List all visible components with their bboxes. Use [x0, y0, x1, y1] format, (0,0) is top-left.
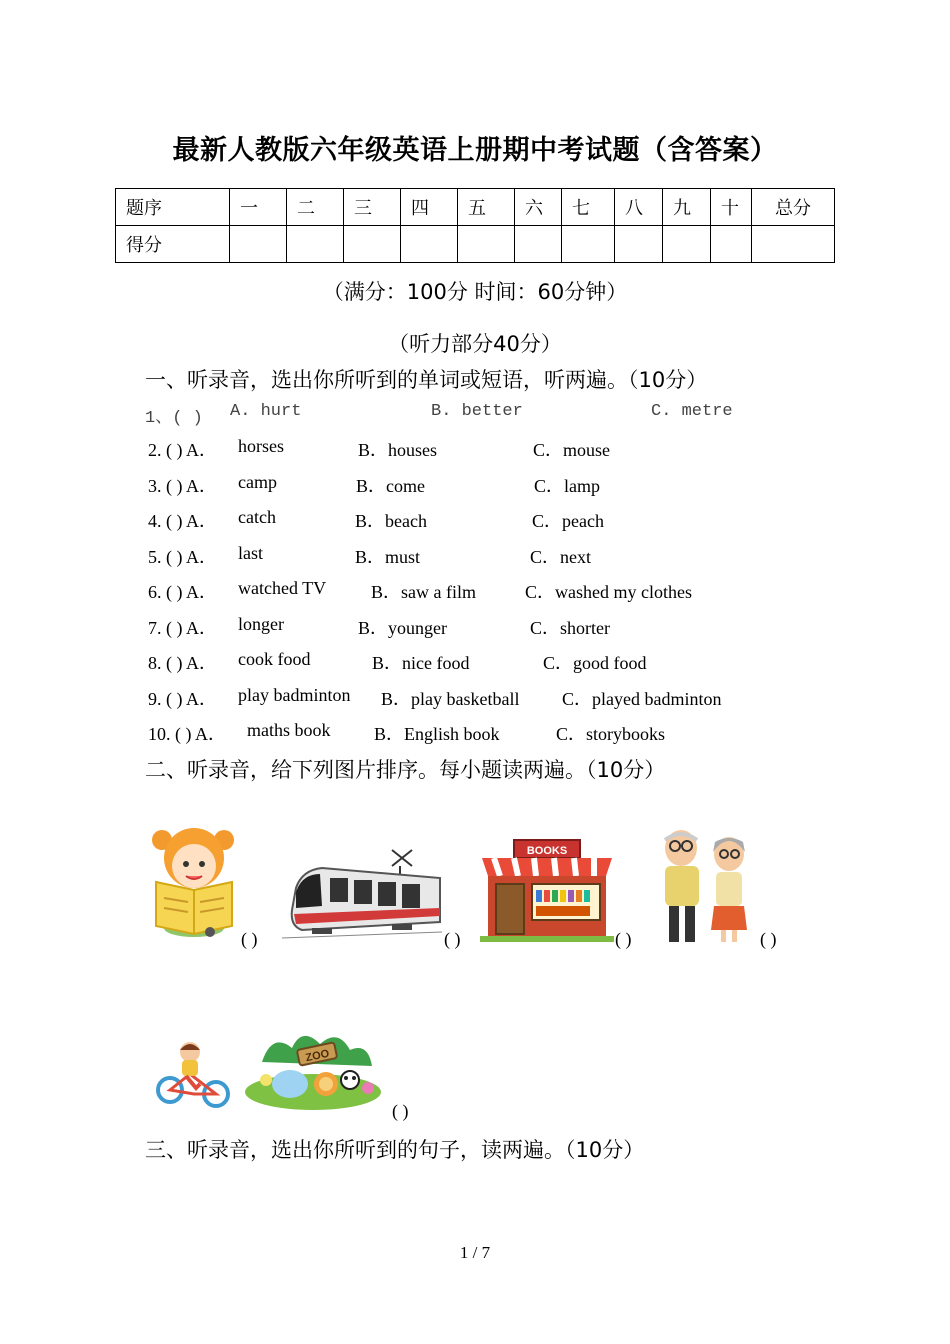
answer-blank: ( ) — [444, 929, 461, 949]
table-cell: 总分 — [752, 189, 835, 226]
table-cell-empty — [663, 226, 711, 263]
table-cell: 三 — [344, 189, 401, 226]
option-a: maths book — [247, 720, 331, 740]
option-b: B．play basketball — [381, 689, 520, 709]
option-a: catch — [238, 507, 276, 527]
table-cell: 九 — [663, 189, 711, 226]
table-cell: 七 — [562, 189, 615, 226]
answer-blank: ( ) — [760, 929, 777, 949]
page-title: 最新人教版六年级英语上册期中考试题（含答案） — [172, 135, 778, 166]
table-cell-empty — [458, 226, 515, 263]
girl-riding-bike-picture — [154, 1038, 232, 1112]
question-number: 6. ( ) A． — [148, 582, 217, 602]
table-cell-empty — [344, 226, 401, 263]
table-cell-empty — [711, 226, 752, 263]
question-number: 3. ( ) A． — [148, 476, 217, 496]
option-c: C．mouse — [533, 440, 611, 460]
question-number: 10. ( ) A． — [148, 724, 226, 744]
question-number: 9. ( ) A． — [148, 689, 217, 709]
option-c: C．lamp — [534, 476, 600, 496]
table-cell-empty — [562, 226, 615, 263]
table-cell: 一 — [230, 189, 287, 226]
option-c: C. metre — [651, 402, 733, 421]
option-a: play badminton — [238, 685, 351, 705]
option-b: B．houses — [358, 440, 438, 460]
option-b: B．come — [356, 476, 425, 496]
option-a: watched TV — [238, 578, 327, 598]
table-cell: 四 — [401, 189, 458, 226]
option-b: B．younger — [358, 618, 447, 638]
zoo-sign-text: ZOO — [304, 1047, 331, 1065]
question-number: 7. ( ) A． — [148, 618, 217, 638]
option-a: longer — [238, 614, 284, 634]
table-cell: 八 — [615, 189, 663, 226]
option-c: C．played badminton — [562, 689, 722, 709]
option-a: camp — [238, 472, 277, 492]
question-number: 5. ( ) A． — [148, 547, 217, 567]
option-b: B．saw a film — [371, 582, 476, 602]
question-number: 8. ( ) A． — [148, 653, 217, 673]
tram-picture — [282, 848, 442, 940]
bookstore-picture — [480, 832, 614, 942]
table-cell: 二 — [287, 189, 344, 226]
option-c: C．next — [530, 547, 591, 567]
question-number: 1、( ) — [145, 409, 203, 428]
question-number: 2. ( ) A． — [148, 440, 217, 460]
zoo-picture — [242, 1022, 384, 1112]
option-c: C．peach — [532, 511, 604, 531]
option-a: last — [238, 543, 263, 563]
section3-heading: 三、听录音，选出你所听到的句子，读两遍。（10分） — [145, 1138, 645, 1162]
exam-info: （满分：100分 时间：60分钟） — [322, 280, 628, 304]
option-b: B．nice food — [372, 653, 470, 673]
page-number: 1 / 7 — [459, 1243, 491, 1262]
score-table-score-row — [116, 226, 835, 263]
table-cell-empty — [752, 226, 835, 263]
score-table-header-row — [116, 189, 835, 226]
score-table — [115, 188, 835, 263]
question-1 — [145, 402, 203, 428]
girl-reading-picture — [148, 822, 240, 942]
table-cell: 五 — [458, 189, 515, 226]
option-a: horses — [238, 436, 284, 456]
option-c: C．storybooks — [556, 724, 666, 744]
option-c: C．good food — [543, 653, 647, 673]
table-cell: 十 — [711, 189, 752, 226]
answer-blank: ( ) — [241, 929, 258, 949]
answer-blank: ( ) — [392, 1101, 409, 1121]
table-cell: 题序 — [116, 189, 230, 226]
option-b: B．must — [355, 547, 421, 567]
question-number: 4. ( ) A． — [148, 511, 217, 531]
table-cell-empty — [615, 226, 663, 263]
table-cell: 六 — [515, 189, 562, 226]
option-b: B. better — [431, 402, 523, 421]
section1-heading: 一、听录音，选出你所听到的单词或短语，听两遍。（10分） — [145, 368, 708, 392]
option-a: A. hurt — [230, 402, 302, 421]
table-cell: 得分 — [116, 226, 230, 263]
answer-blank: ( ) — [615, 929, 632, 949]
option-b: B．beach — [355, 511, 427, 531]
option-c: C．washed my clothes — [525, 582, 692, 602]
table-cell-empty — [287, 226, 344, 263]
table-cell-empty — [230, 226, 287, 263]
option-c: C．shorter — [530, 618, 610, 638]
table-cell-empty — [515, 226, 562, 263]
option-a: cook food — [238, 649, 311, 669]
grandparents-picture — [655, 830, 750, 945]
section2-heading: 二、听录音，给下列图片排序。每小题读两遍。（10分） — [145, 758, 666, 782]
bookstore-sign-text: BOOKS — [526, 845, 568, 857]
option-b: B．English book — [374, 724, 500, 744]
listening-heading: （听力部分40分） — [388, 332, 562, 356]
table-cell-empty — [401, 226, 458, 263]
